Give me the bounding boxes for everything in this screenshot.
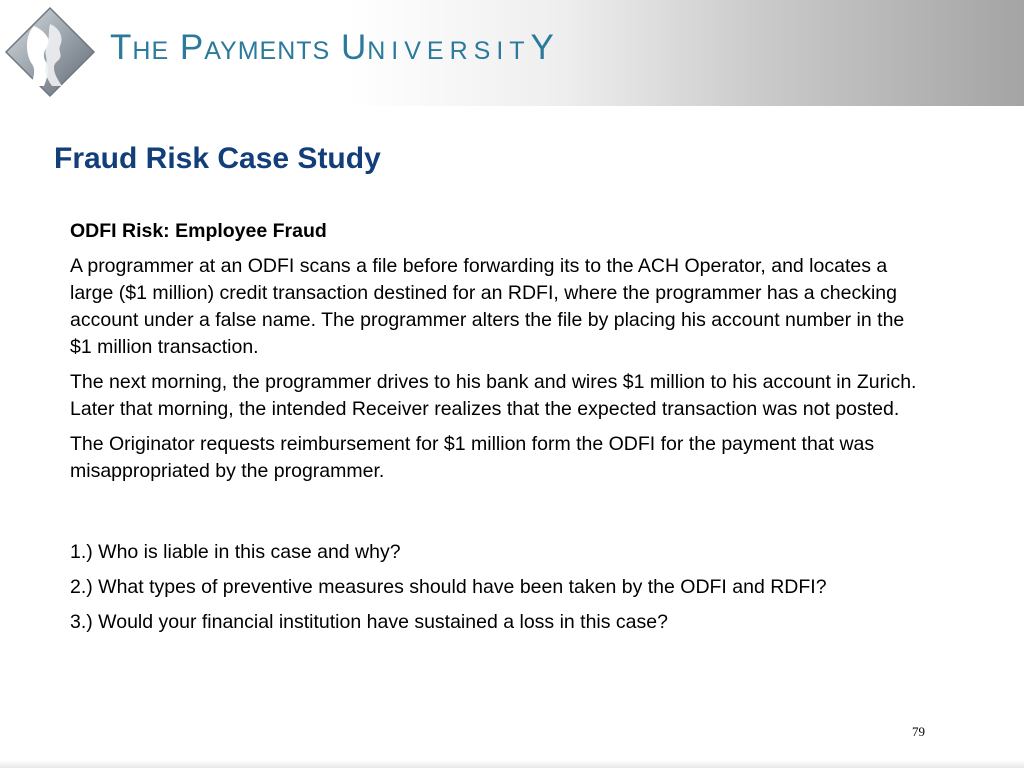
logo-word-university: NIVERSIT xyxy=(367,37,531,65)
case-heading: ODFI Risk: Employee Fraud xyxy=(70,220,327,242)
logo-letter-t: T xyxy=(110,28,133,67)
case-paragraph-2: The next morning, the programmer drives to his bank and wires $1 million to his account in Zurich. Later that morning, the intended Receiver realizes that the expected transaction was not posted. xyxy=(70,371,917,420)
page-number: 79 xyxy=(912,724,925,739)
logo-wordmark xyxy=(110,28,555,68)
question-1: 1.) Who is liable in this case and why? xyxy=(70,541,401,563)
slide-body xyxy=(70,218,930,644)
question-3: 3.) Would your financial institution have sustained a loss in this case? xyxy=(70,611,668,633)
bottom-rule xyxy=(0,760,1024,768)
spacer xyxy=(70,493,930,539)
question-2: 2.) What types of preventive measures should have been taken by the ODFI and RDFI? xyxy=(70,576,827,598)
logo-letter-y: Y xyxy=(530,28,555,67)
logo-word-the: HE xyxy=(132,37,170,65)
slide-title: Fraud Risk Case Study xyxy=(54,142,381,175)
logo-letter-u: U xyxy=(340,28,368,67)
logo-letter-p: P xyxy=(179,28,205,67)
logo-word-payments: AYMENTS xyxy=(204,37,331,65)
case-paragraph-3: The Originator requests reimbursement for $1 million form the ODFI for the payment that was misappropriated by the programmer. xyxy=(70,433,875,482)
logo-icon xyxy=(4,6,96,98)
case-paragraph-1: A programmer at an ODFI scans a file before forwarding its to the ACH Operator, and locates a large ($1 million) credit transaction destined for an RDFI, where the programmer has a checking account under a false name. The programmer alters the file by placing his account number in the $1 million transaction. xyxy=(70,255,905,358)
